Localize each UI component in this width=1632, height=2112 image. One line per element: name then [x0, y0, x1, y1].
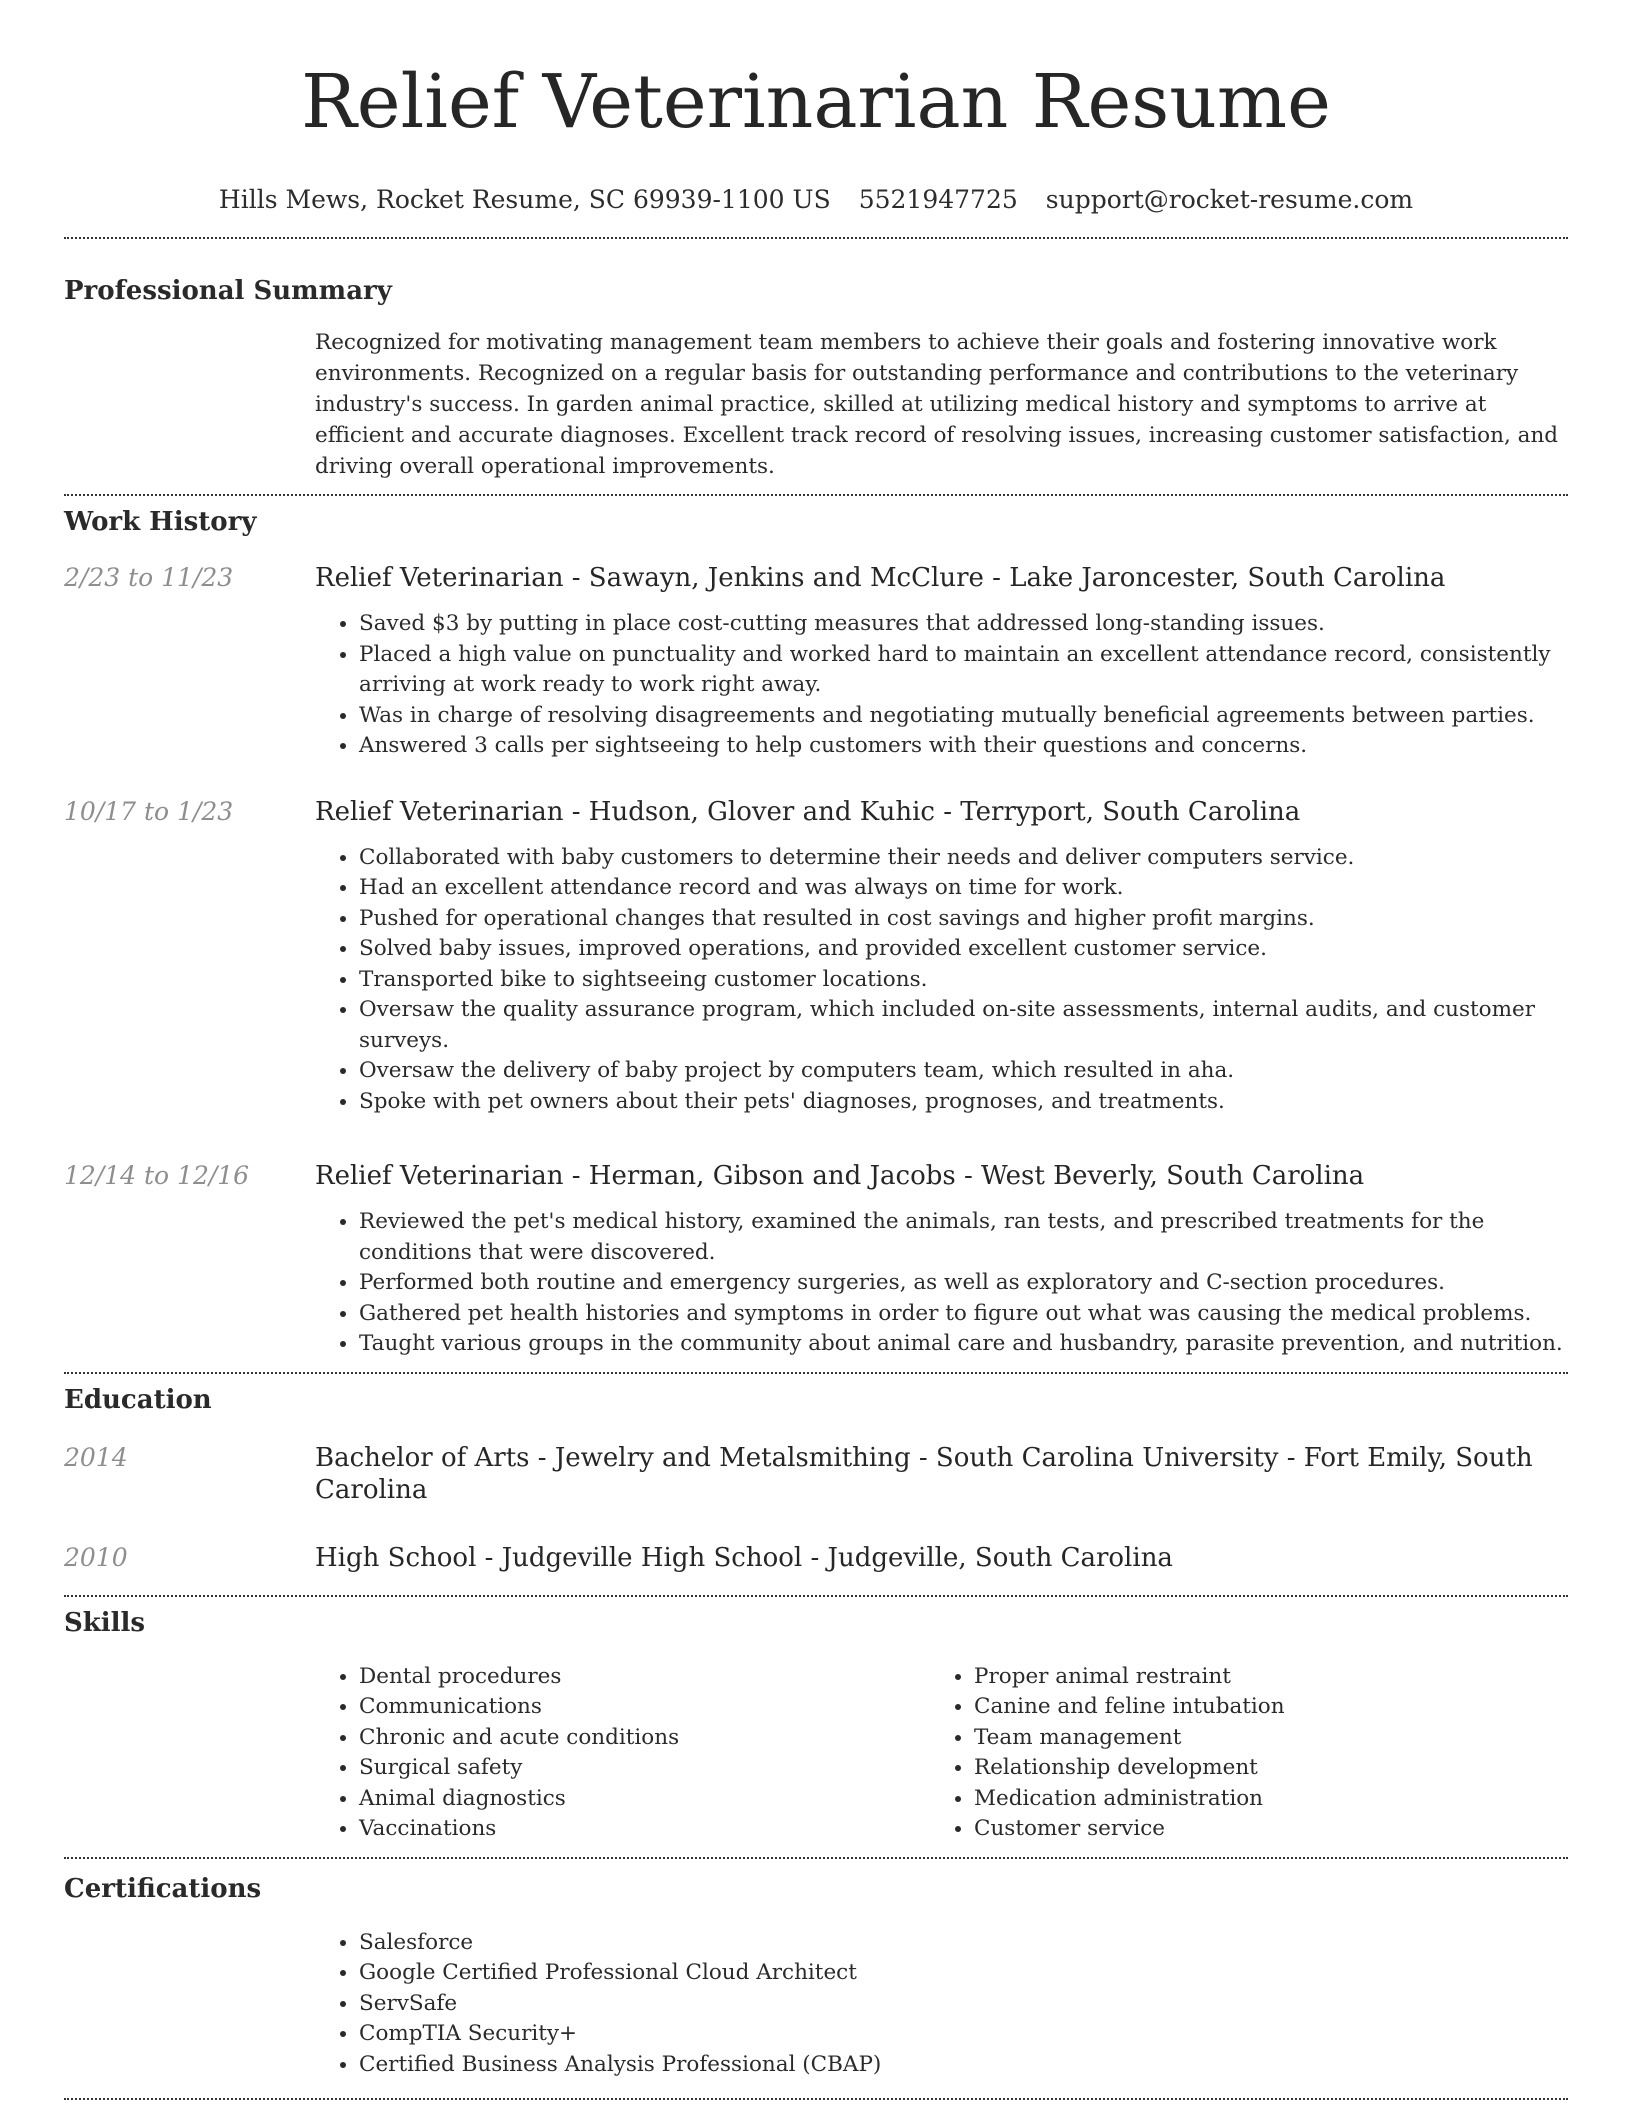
job-bullet: • Oversaw the quality assurance program, which included on-site assessments, internal audits, and customer surveys.: [359, 995, 1568, 1056]
job-title: Relief Veterinarian - Herman, Gibson and Jacobs - West Beverly, South Carolina: [315, 1161, 1365, 1191]
section-divider: [64, 1595, 1568, 1597]
skill-item: • Medication administration: [974, 1784, 1545, 1815]
contact-email: support@rocket-resume.com: [1045, 185, 1414, 214]
education-entry: [64, 1442, 1568, 1506]
job-bullet: • Oversaw the delivery of baby project by computers team, which resulted in aha.: [359, 1056, 1568, 1087]
certification-item: • Salesforce: [359, 1928, 1568, 1959]
job-dates: 2/23 to 11/23: [64, 563, 234, 592]
job-bullet: • Pushed for operational changes that resulted in cost savings and higher profit margins.: [359, 904, 1568, 935]
certification-item: • ServSafe: [359, 1989, 1568, 2020]
education-degree: Bachelor of Arts - Jewelry and Metalsmithing - South Carolina University - Fort Emily, South Carolina: [315, 1442, 1533, 1505]
job-entry: [64, 1160, 1568, 1360]
job-dates: 10/17 to 1/23: [64, 796, 234, 826]
work-heading: Work History: [64, 507, 257, 537]
job-entry: [64, 562, 1568, 762]
skills-list-right: [930, 1662, 1545, 1845]
skills-heading: Skills: [64, 1607, 146, 1638]
skill-item: • Surgical safety: [359, 1753, 930, 1784]
skill-item: • Proper animal restraint: [974, 1662, 1545, 1693]
education-section: [64, 1384, 1568, 1574]
job-bullet: • Had an excellent attendance record and was always on time for work.: [359, 873, 1568, 904]
education-heading: Education: [64, 1384, 212, 1415]
job-bullet: • Reviewed the pet's medical history, examined the animals, ran tests, and prescribed treatments for the conditions that were discovered.: [359, 1207, 1568, 1268]
section-divider: [64, 2098, 1568, 2100]
skill-item: • Vaccinations: [359, 1814, 930, 1845]
job-bullets: [315, 843, 1568, 1118]
job-bullet: • Transported bike to sightseeing customer locations.: [359, 965, 1568, 996]
summary-heading: Professional Summary: [64, 276, 392, 306]
job-bullet: • Placed a high value on punctuality and worked hard to maintain an excellent attendance record, consistently arriving at work ready to work right away.: [359, 640, 1568, 701]
contact-phone: 5521947725: [858, 185, 1018, 214]
education-degree: High School - Judgeville High School - Judgeville, South Carolina: [315, 1542, 1173, 1573]
job-bullet: • Saved $3 by putting in place cost-cutting measures that addressed long-standing issues.: [359, 609, 1568, 640]
education-year: 2010: [64, 1542, 128, 1572]
job-bullet: • Solved baby issues, improved operations, and provided excellent customer service.: [359, 934, 1568, 965]
section-divider: [64, 237, 1568, 239]
job-bullets: [315, 609, 1568, 762]
skills-section: [64, 1607, 1568, 1845]
resume-header: [64, 0, 1568, 216]
resume-page: [64, 0, 1568, 2100]
section-divider: [64, 1372, 1568, 1374]
skill-item: • Canine and feline intubation: [974, 1692, 1545, 1723]
job-bullet: • Answered 3 calls per sightseeing to help customers with their questions and concerns.: [359, 731, 1568, 762]
skill-item: • Animal diagnostics: [359, 1784, 930, 1815]
contact-row: [64, 184, 1568, 216]
skills-grid: [315, 1662, 1568, 1845]
certifications-heading: Certifications: [64, 1873, 262, 1904]
job-bullet: • Collaborated with baby customers to determine their needs and deliver computers service.: [359, 843, 1568, 874]
education-entry: [64, 1542, 1568, 1574]
skills-column-left: [315, 1662, 930, 1845]
skill-item: • Dental procedures: [359, 1662, 930, 1693]
summary-text: Recognized for motivating management team members to achieve their goals and fostering innovative work environments. Recognized on a regular basis for outstanding performance and contributions to the veterinary industry's success. In garden animal practice, skilled at utilizing medical history and symptoms to arrive at efficient and accurate diagnoses. Excellent track record of resolving issues, increasing customer satisfaction, and driving overall operational improvements.: [315, 330, 1559, 479]
certification-item: • Google Certified Professional Cloud Architect: [359, 1958, 1568, 1989]
skills-column-right: [930, 1662, 1545, 1845]
section-divider: [64, 1857, 1568, 1859]
certifications-section: [64, 1873, 1568, 2081]
work-section: [64, 506, 1568, 1360]
job-bullet: • Was in charge of resolving disagreements and negotiating mutually beneficial agreements between parties.: [359, 701, 1568, 732]
education-year: 2014: [64, 1442, 128, 1472]
job-bullet: • Performed both routine and emergency surgeries, as well as exploratory and C-section procedures.: [359, 1268, 1568, 1299]
job-title: Relief Veterinarian - Hudson, Glover and Kuhic - Terryport, South Carolina: [315, 796, 1301, 827]
certification-item: • Certified Business Analysis Professional (CBAP): [359, 2050, 1568, 2081]
resume-title: Relief Veterinarian Resume: [301, 59, 1331, 145]
section-divider: [64, 494, 1568, 496]
skills-list-left: [315, 1662, 930, 1845]
skill-item: • Communications: [359, 1692, 930, 1723]
certification-item: • CompTIA Security+: [359, 2019, 1568, 2050]
job-bullet: • Taught various groups in the community about animal care and husbandry, parasite prevention, and nutrition.: [359, 1329, 1568, 1360]
job-title: Relief Veterinarian - Sawayn, Jenkins and McClure - Lake Jaroncester, South Carolina: [315, 563, 1446, 593]
skill-item: • Relationship development: [974, 1753, 1545, 1784]
skill-item: • Customer service: [974, 1814, 1545, 1845]
skill-item: • Chronic and acute conditions: [359, 1723, 930, 1754]
job-entry: [64, 796, 1568, 1118]
skill-item: • Team management: [974, 1723, 1545, 1754]
job-bullets: [315, 1207, 1568, 1360]
job-bullet: • Gathered pet health histories and symptoms in order to figure out what was causing the medical problems.: [359, 1299, 1568, 1330]
contact-address: Hills Mews, Rocket Resume, SC 69939-1100 US: [218, 185, 831, 214]
job-dates: 12/14 to 12/16: [64, 1161, 250, 1190]
certifications-list: [315, 1928, 1568, 2081]
job-bullet: • Spoke with pet owners about their pets' diagnoses, prognoses, and treatments.: [359, 1087, 1568, 1118]
summary-section: [64, 275, 1568, 482]
